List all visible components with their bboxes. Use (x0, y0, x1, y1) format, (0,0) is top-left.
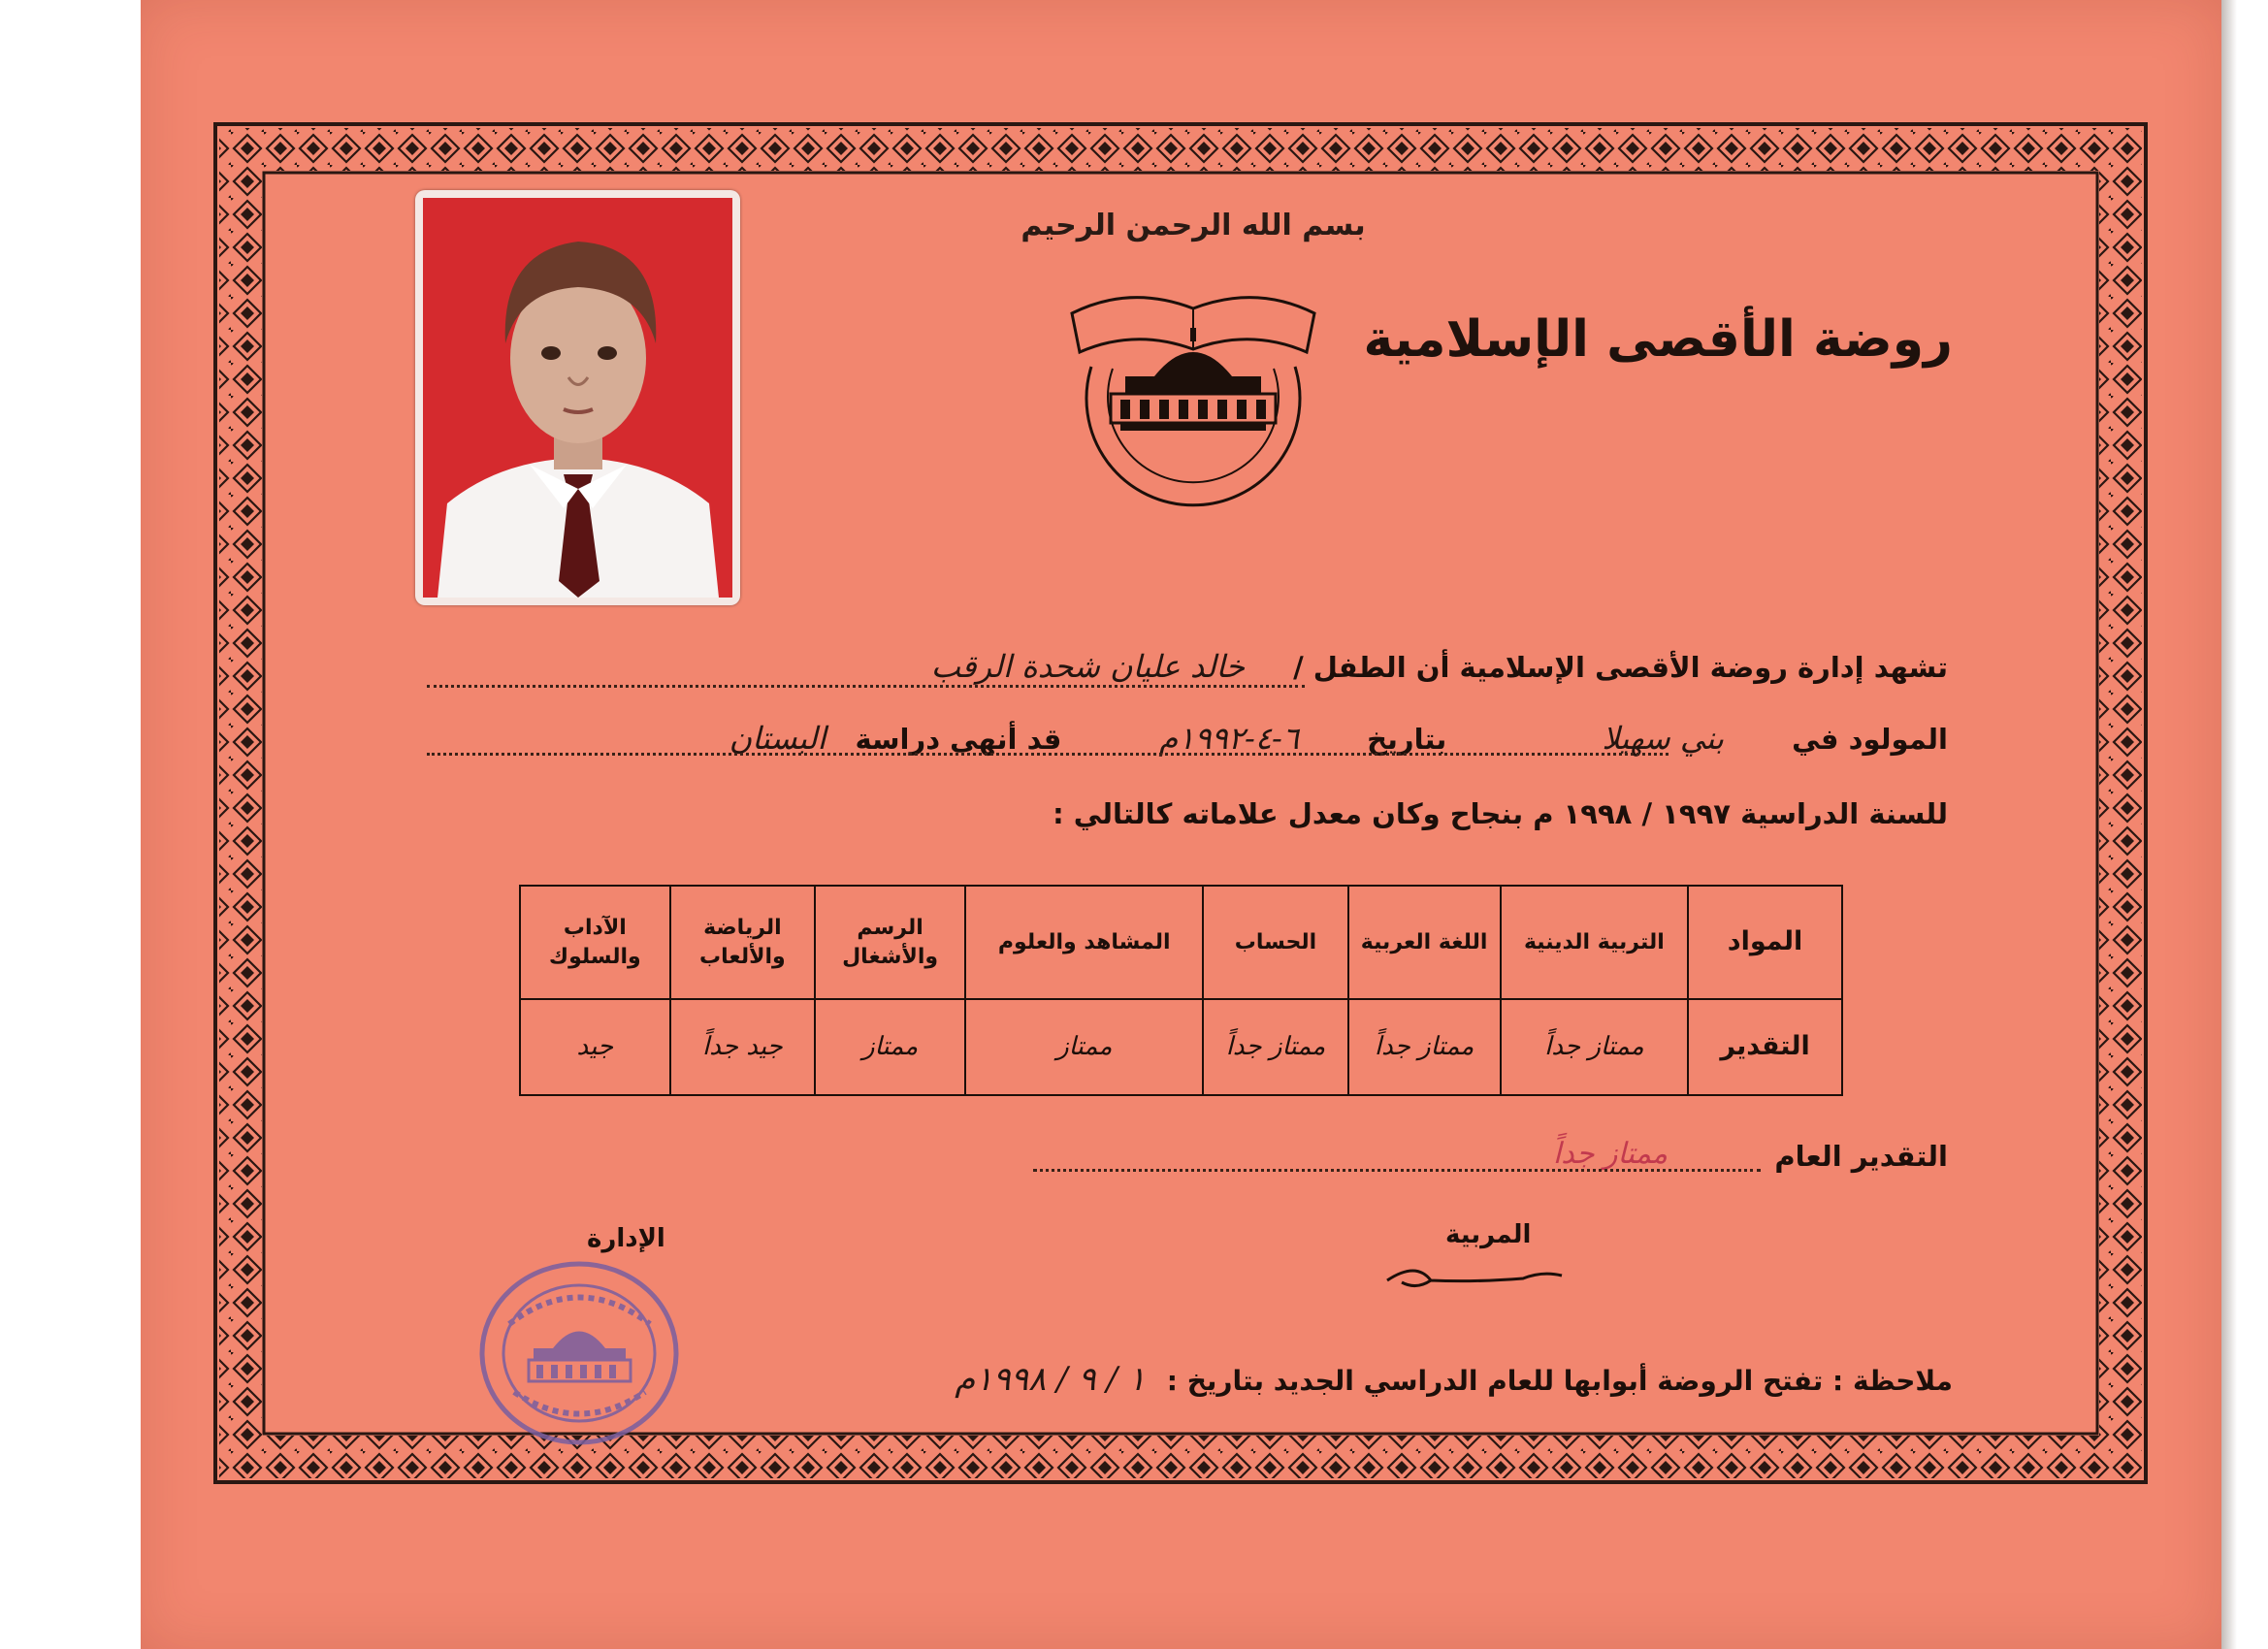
certificate-intro-label: تشهد إدارة روضة الأقصى الإسلامية أن الطفل / (1293, 651, 1948, 684)
birthplace: بني سهيلا (1602, 720, 1725, 757)
grade-cell: ممتاز جداً (1203, 999, 1347, 1095)
subject-cell: الآداب والسلوك (520, 886, 670, 999)
reopening-note-text: ملاحظة : تفتح الروضة أبوابها للعام الدراسي الجديد بتاريخ : (1166, 1365, 1953, 1397)
basmala: بسم الله الرحمن الرحيم (1021, 209, 1366, 242)
subjects-row (520, 886, 1842, 999)
overall-grade-dotted-line (1033, 1169, 1761, 1172)
born-in-label: المولود في (1792, 723, 1948, 756)
subject-cell: الرسم والأشغال (815, 886, 965, 999)
grade-cell: جيد جداً (670, 999, 815, 1095)
subjects-row-label: المواد (1688, 886, 1842, 999)
certificate-line-2 (729, 720, 1948, 757)
school-name: روضة الأقصى الإسلامية (1363, 310, 1953, 369)
child-name: خالد عليان شحدة الرقب (930, 648, 1245, 685)
overall-grade-value: ممتاز جداً (1552, 1137, 1669, 1171)
child-name-dotted-line (427, 685, 1305, 688)
grades-row-label: التقدير (1688, 999, 1842, 1095)
grade-cell: ممتاز (815, 999, 965, 1095)
certificate-line-1 (931, 648, 1948, 685)
grade-cell: ممتاز (965, 999, 1203, 1095)
subject-cell: المشاهد والعلوم (965, 886, 1203, 999)
subject-cell: الحساب (1203, 886, 1347, 999)
student-photo (415, 190, 740, 605)
grade-cell: ممتاز جداً (1501, 999, 1688, 1095)
subject-cell: التربية الدينية (1501, 886, 1688, 999)
stage-name: البستان (729, 720, 826, 757)
birth-details-dotted-line (427, 753, 1669, 756)
grades-row (520, 999, 1842, 1095)
grades-table (519, 885, 1843, 1096)
grade-cell: ممتاز جداً (1348, 999, 1501, 1095)
teacher-signature-label: المربية (1445, 1220, 1532, 1249)
teacher-signature (1377, 1251, 1571, 1310)
reopening-date: ١ / ٩ / ١٩٩٨م (955, 1360, 1146, 1399)
subject-cell: الرياضة والألعاب (670, 886, 815, 999)
academic-year-line: للسنة الدراسية ١٩٩٧ / ١٩٩٨ م بنجاح وكان معدل علاماته كالتالي : (1053, 797, 1948, 830)
birth-date-label: بتاريخ (1367, 723, 1447, 756)
school-logo (1053, 260, 1334, 522)
subject-cell: اللغة العربية (1348, 886, 1501, 999)
administration-label: الإدارة (587, 1224, 665, 1253)
birth-date: ٦-٤-١٩٩٢م (1158, 720, 1299, 757)
overall-grade-label: التقدير العام (1774, 1140, 1948, 1173)
reopening-note (546, 1360, 1953, 1399)
completed-label: قد أنهى دراسة (855, 723, 1062, 756)
school-stamp (475, 1256, 684, 1450)
grade-cell: جيد (520, 999, 670, 1095)
